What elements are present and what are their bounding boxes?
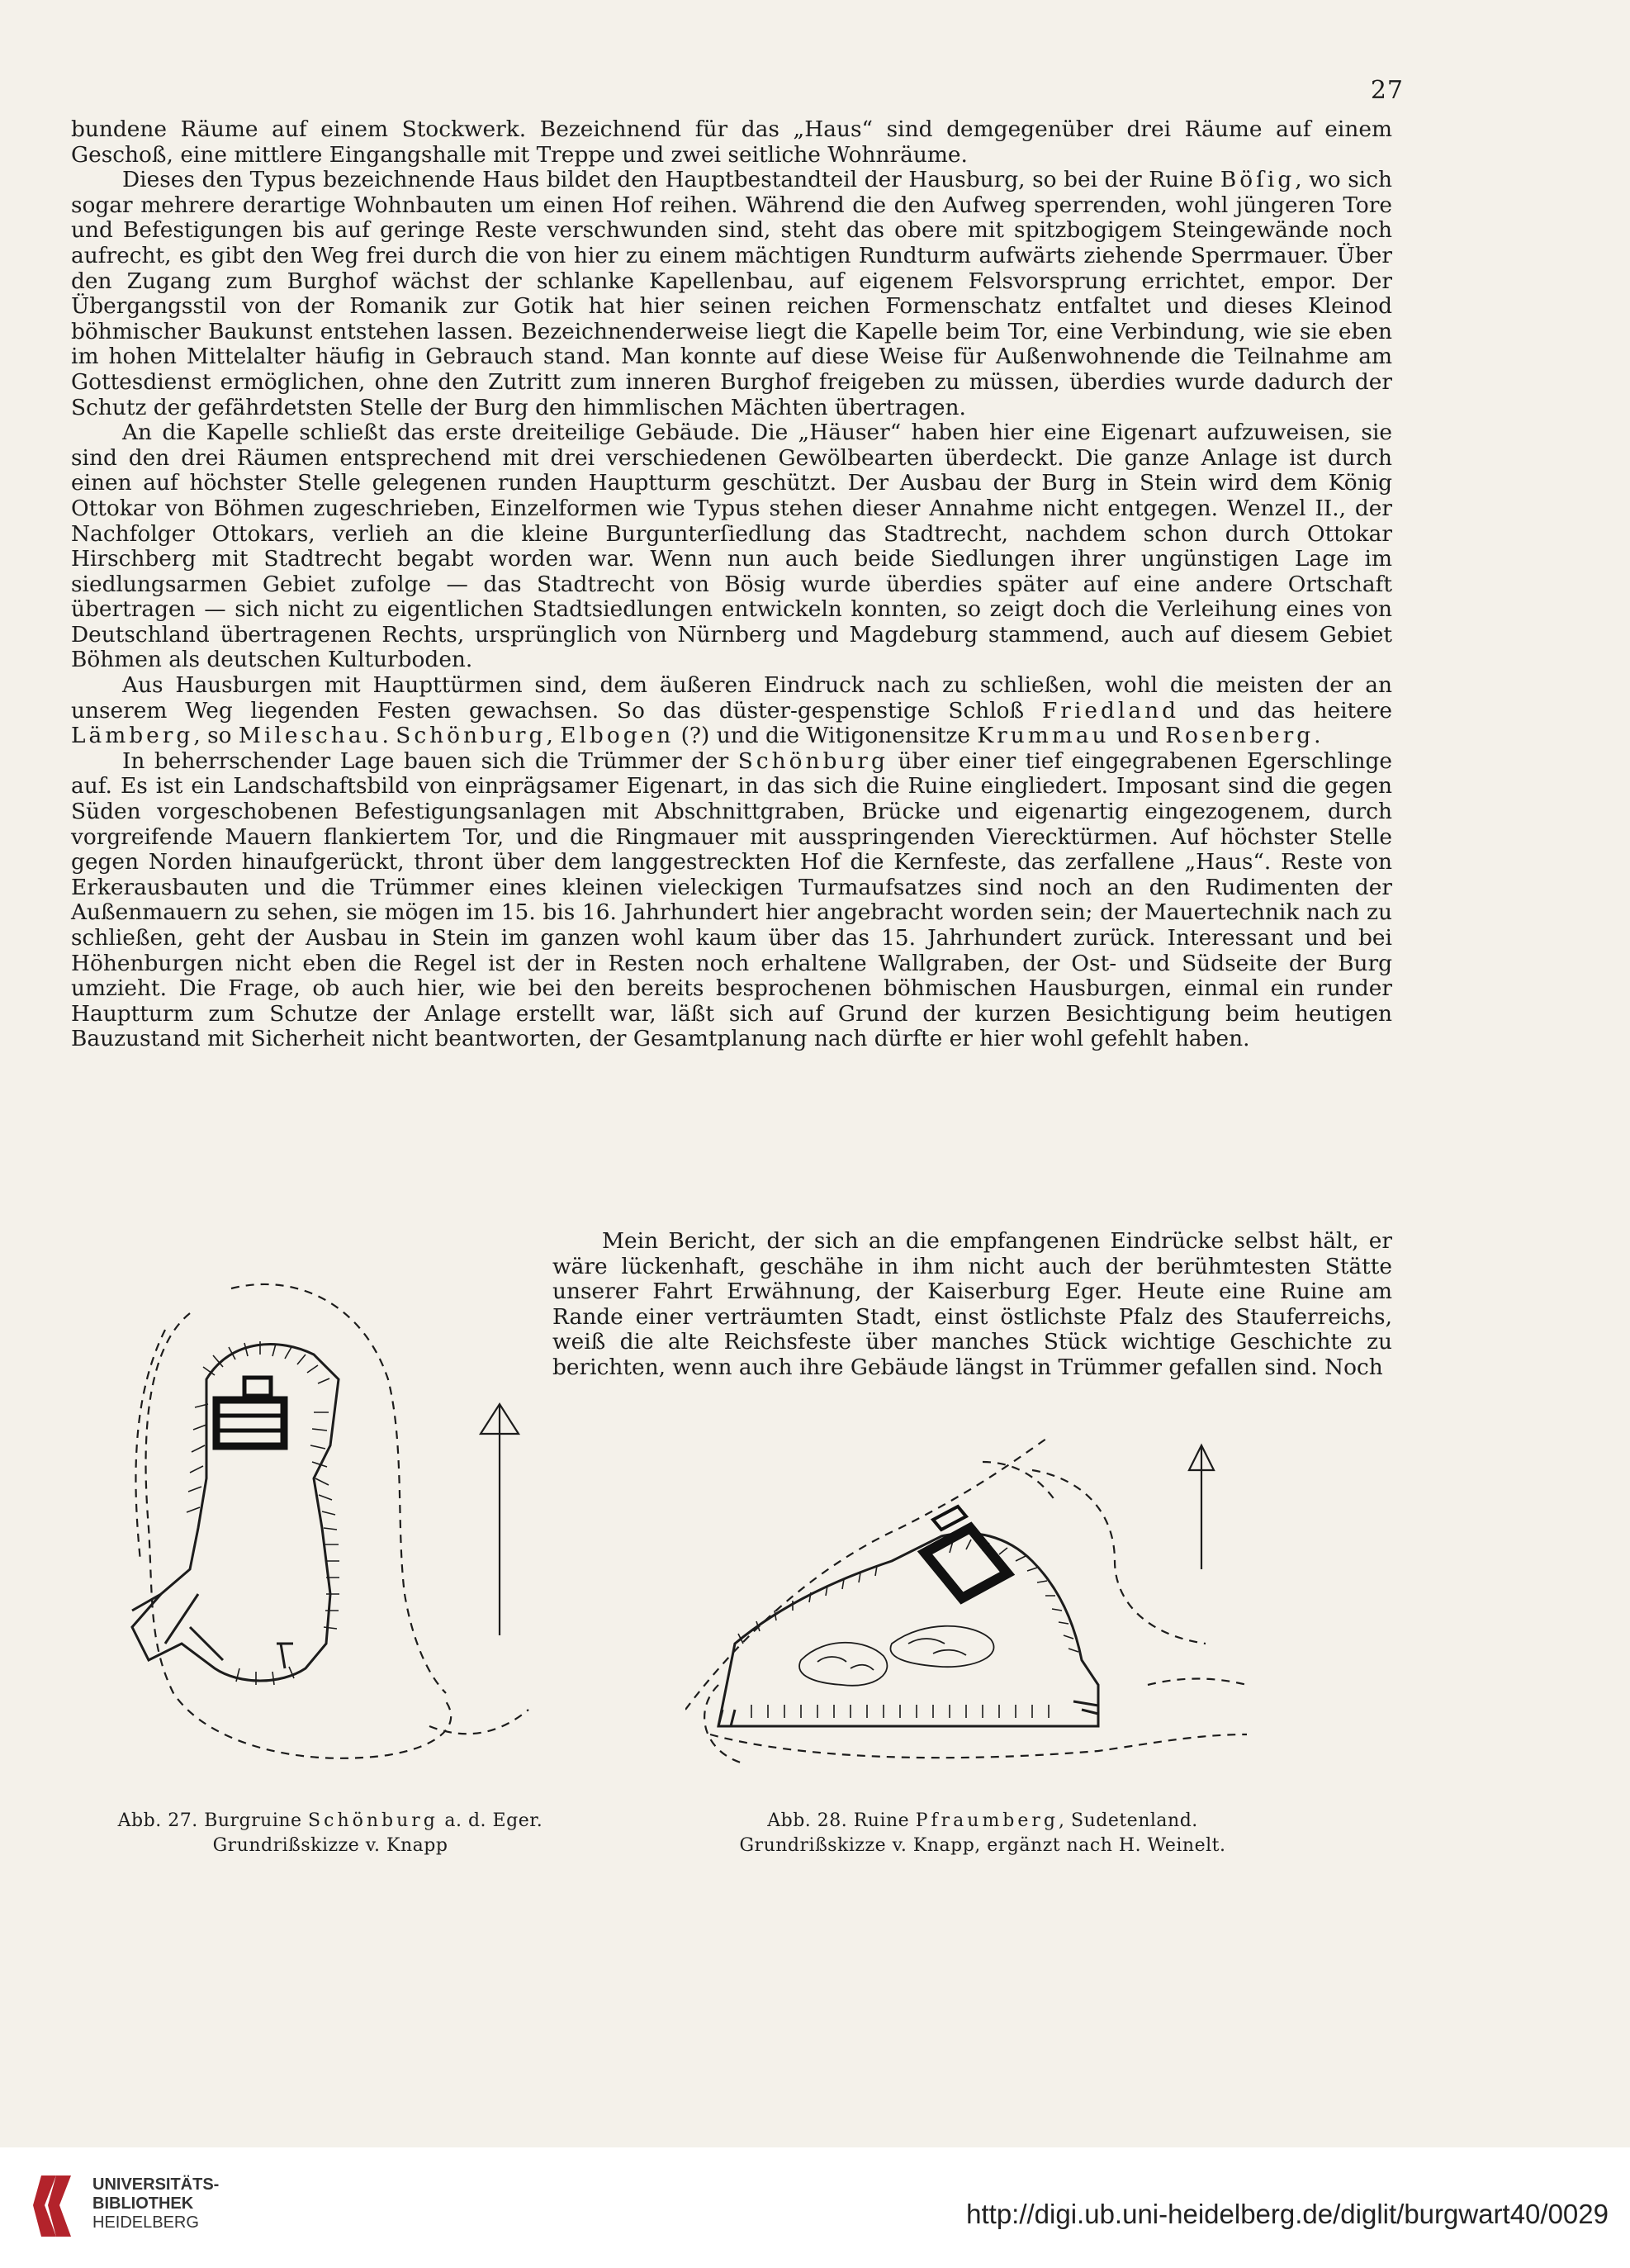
place-name: Friedland [1042,697,1179,724]
keep-building [216,1378,284,1446]
north-arrow-icon [481,1404,519,1635]
floor-plan-schoenburg [116,1280,578,1759]
body-text [71,117,1392,1052]
paragraph-5: In beherrschender Lage bauen sich die Trümmer der Schönburg über einer tief eingegrabenen Egerschlinge auf. Es ist ein Landschaftsbild von einprägsamer Eigenart, in das sich die Ruine eingliedert. Imposant sind die gegen Süden vorgeschobenen Befestigungsanlagen mit Abschnittgraben, Brücke und eigenartig eingezogenem, durch vorgreifende Mauern flankiertem Tor, und die Ringmauer mit ausspringenden Vierecktürmen. Auf höchster Stelle gegen Norden hinaufgerückt, thront über dem langgestreckten Hof die Kernfeste, das zerfallene „Haus“. Reste von Erkerausbauten und die Trümmer eines kleinen vieleckigen Turmaufsatzes sind noch an den Rudimenten der Außenmauern zu sehen, sie mögen im 15. bis 16. Jahrhundert hier angebracht worden sein; der Mauertechnik nach zu schließen, geht der Ausbau in Stein im ganzen wohl kaum über das 15. Jahrhundert zurück. Interessant und bei Höhenburgen nicht eben die Regel ist der in Resten noch erhaltene Wallgraben, der Ost- und Südseite der Burg umzieht. Die Frage, ob auch hier, wie bei den bereits besprochenen böhmischen Hausburgen, einmal ein runder Hauptturm zum Schutze der Anlage erstellt war, läßt sich auf Grund der kurzen Besichtigung beim heutigen Bauzustand mit Sicherheit nicht beantworten, der Gesamtplanung nach dürfte er hier wohl gefehlt haben. [71,747,1393,1052]
place-name: Rosenberg [1165,723,1315,749]
paragraph-2: Dieses den Typus bezeichnende Haus bildet den Hauptbestandteil der Hausburg, so bei der Ruine Böſig, wo sich sogar mehrere derartige Wohnbauten um einen Hof reihen. Während die den Aufweg sperrenden, wohl jüngeren Tore und Befestigungen bis auf geringe Reste verschwunden sind, steht das obere mit spitzbogigem Steingewände noch aufrecht, es gibt den Weg frei durch die von hier zu einem mächtigen Rundturm aufwärts ziehende Sperrmauer. Über den Zugang zum Burghof wächst der schlanke Kapellenbau, auf eigenem Felsvorsprung errichtet, empor. Der Übergangsstil von der Romanik zur Gotik hat hier seinen reichen Formenschatz entfaltet und dieses Kleinod böhmischer Baukunst entstehen lassen. Bezeichnenderweise liegt die Kapelle beim Tor, eine Verbindung, wie sie eben im hohen Mittelalter häufig in Gebrauch stand. Man konnte auf diese Weise für Außenwohnende die Teilnahme am Gottesdienst ermöglichen, ohne den Zutritt zum inneren Burghof freigeben zu müssen, überdies wurde dadurch der Schutz der gefährdetsten Stelle der Burg den himmlischen Mächten übertragen. [71,167,1393,420]
place-name: Elbogen [560,723,675,749]
place-name: Böſig [1220,167,1296,193]
right-column-text [552,1229,1392,1381]
paragraph-3: An die Kapelle schließt das erste dreiteilige Gebäude. Die „Häuser“ haben hier eine Eigenart aufzuweisen, sie sind den drei Räumen entsprechend mit drei verschiedenen Gewölbearten überdeckt. Die ganze Anlage ist durch einen auf höchster Stelle gelegenen runden Hauptturm geschützt. Der Ausbau der Burg in Stein wird dem König Ottokar von Böhmen zugeschrieben, Einzelformen wie Typus stehen dieser Annahme nicht entgegen. Wenzel II., der Nachfolger Ottokars, verlieh an die kleine Burgunterſiedlung das Stadtrecht, nachdem schon durch Ottokar Hirschberg mit Stadtrecht begabt worden war. Wenn nun auch beide Siedlungen ihrer ungünstigen Lage im siedlungsarmen Gebiet zufolge — das Stadtrecht von Bösig wurde überdies später auf eine andere Ortschaft übertragen — sich nicht zu eigentlichen Stadtsiedlungen entwickeln konnten, so zeigt doch die Verleihung eines von Deutschland übertragenen Rechts, ursprünglich von Nürnberg und Magdeburg stammend, auch auf diesem Gebiet Böhmen als deutschen Kulturboden. [71,420,1392,673]
figure-caption-27: Abb. 27. Burgruine Schönburg a. d. Eger. Grundrißskizze v. Knapp [117,1810,543,1856]
paragraph-6: Mein Bericht, der sich an die empfangenen Eindrücke selbst hält, er wäre lückenhaft, geschähe in ihm nicht auch der berühmtesten Stätte unserer Fahrt Erwähnung, der Kaiserburg Eger. Heute eine Ruine am Rande einer verträumten Stadt, einst östlichste Pfalz des Stauferreichs, weiß die alte Reichsfeste über manches Stück wichtige Geschichte zu berichten, wenn auch ihre Gebäude längst in Trümmer gefallen sind. Noch [552,1228,1392,1380]
floor-plan-pfraumberg [685,1437,1255,1767]
paragraph-4: Aus Hausburgen mit Haupttürmen sind, dem äußeren Eindruck nach zu schließen, wohl die meisten der an unserem Weg liegenden Festen gewachsen. So das düster-gespenstige Schloß Friedland und das heitere Lämberg, so Mileschau. Schönburg, Elbogen (?) und die Witigonensitze Krummau und Rosenberg. [71,672,1393,749]
page-number: 27 [1370,76,1404,105]
place-name: Schönburg [737,747,888,774]
university-library-logo-icon [31,2172,83,2240]
north-arrow-icon [1189,1445,1214,1569]
place-name: Mileschau [238,723,382,749]
university-library-name: UNIVERSITÄTS- BIBLIOTHEK HEIDELBERG [92,2175,220,2232]
source-url[interactable]: http://digi.ub.uni-heidelberg.de/diglit/burgwart40/0029 [966,2199,1609,2229]
paragraph-1: bundene Räume auf einem Stockwerk. Bezeichnend für das „Haus“ sind demgegenüber drei Räume auf einem Geschoß, eine mittlere Eingangshalle mit Treppe und zwei seitliche Wohnräume. [71,116,1392,168]
place-name: Schönburg [396,723,547,749]
place-name: Krummau [977,723,1110,749]
figure-caption-28: Abb. 28. Ruine Pfraumberg, Sudetenland. Grundrißskizze v. Knapp, ergänzt nach H. Weinelt. [739,1810,1226,1856]
keep-building [925,1506,1007,1598]
place-name: Lämberg [71,723,194,749]
